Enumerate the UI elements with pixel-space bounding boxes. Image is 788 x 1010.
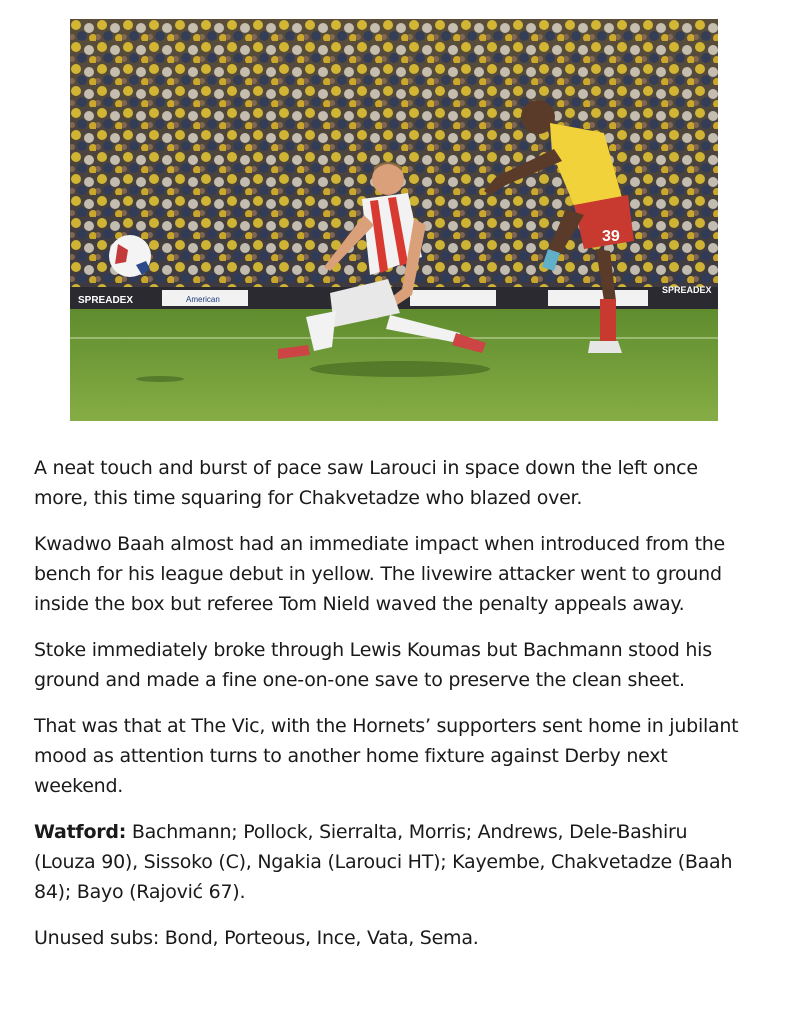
lineup-label: Watford: [34,821,127,843]
lineup-text: Bachmann; Pollock, Sierralta, Morris; Andrews, Dele-Bashiru (Louza 90), Sissoko (C), Ngakia (Larouci HT); Kayembe, Chakvetadze (Baah 84); Bayo (Rajović 67). [34,821,733,903]
board-text-spreadex-right: SPREADEX [662,285,712,295]
paragraph: That was that at The Vic, with the Hornets’ supporters sent home in jubilant mood as attention turns to another home fixture against Derby next weekend. [34,715,739,797]
board-text-american: American [186,295,220,304]
unused-subs-paragraph: Unused subs: Bond, Porteous, Ince, Vata, Sema. [34,927,479,949]
match-photo [70,19,718,421]
lineup-paragraph [34,817,754,907]
article-body [34,453,754,969]
paragraph: Kwadwo Baah almost had an immediate impact when introduced from the bench for his league debut in yellow. The livewire attacker went to ground inside the box but referee Tom Nield waved the penalty appeals away. [34,533,725,615]
shirt-number: 39 [602,228,620,245]
board-text-spreadex: SPREADEX [78,295,134,306]
football [109,235,151,277]
paragraph: A neat touch and burst of pace saw Larouci in space down the left once more, this time squaring for Chakvetadze who blazed over. [34,457,698,509]
photo-illustration [70,19,718,421]
paragraph: Stoke immediately broke through Lewis Koumas but Bachmann stood his ground and made a fine one-on-one save to preserve the clean sheet. [34,639,712,691]
